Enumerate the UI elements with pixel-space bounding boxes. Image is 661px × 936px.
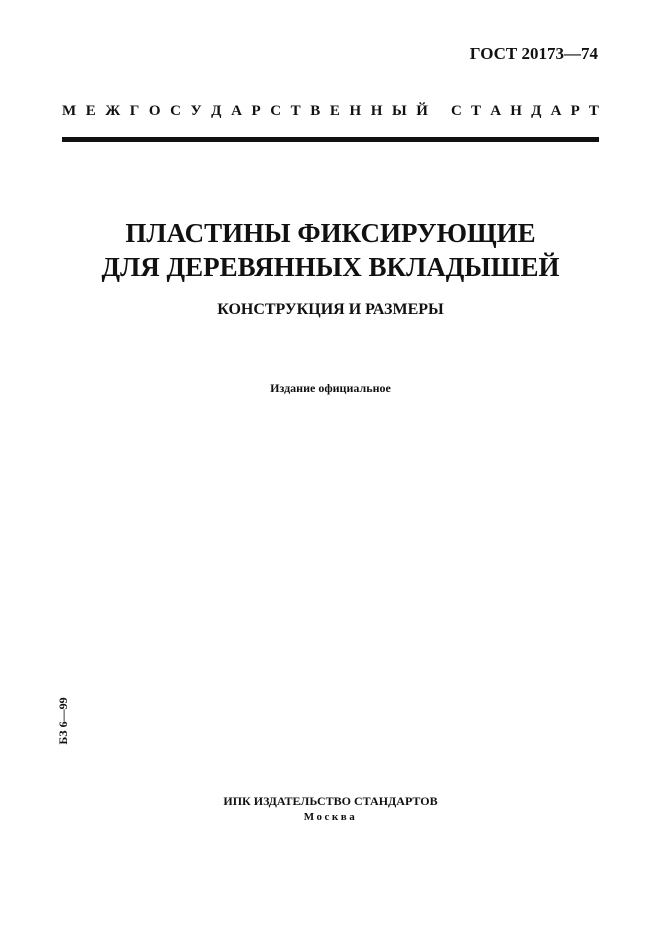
edition-note: Издание официальное [270,381,391,395]
header-rule [62,137,599,142]
side-note: БЗ 6—99 [56,697,70,745]
banner-word-interstate [62,103,428,120]
banner-letter: Р [570,103,580,119]
banner-letter: Т [290,103,301,119]
banner-letter: А [550,103,562,119]
banner-letter: Й [416,103,428,119]
publisher-city: Москва [303,811,358,823]
banner-letter: У [190,103,202,119]
publisher-name: ИПК ИЗДАТЕЛЬСТВО СТАНДАРТОВ [223,794,438,808]
banner-letter: Н [370,103,383,119]
standard-code: ГОСТ 20173—74 [469,44,598,63]
banner-letter: В [310,103,321,119]
banner-letter: С [451,103,462,119]
document-subtitle: КОНСТРУКЦИЯ И РАЗМЕРЫ [217,301,444,318]
banner-letter: Т [588,103,599,119]
title-line-1: ПЛАСТИНЫ ФИКСИРУЮЩИЕ [125,218,536,248]
banner-letter: О [148,103,161,119]
banner-letter: Д [211,103,222,119]
banner-letter: Н [510,103,522,119]
banner-letter: Ы [391,103,407,119]
banner-letter: А [231,103,242,119]
banner-letter: Е [85,103,96,119]
document-title [0,216,661,284]
banner-letter: Ж [105,103,121,119]
banner-letter: Г [129,103,140,119]
banner-letter: С [270,103,282,119]
banner-letter: Т [471,103,482,119]
banner-letter: Р [251,103,261,119]
banner-word-standard [451,103,599,120]
banner-letter: М [62,103,77,119]
banner-letter: А [490,103,502,119]
banner-letter: Д [531,103,542,119]
banner-letter: С [170,103,181,119]
interstate-standard-banner [62,103,599,120]
banner-letter: Е [329,103,340,119]
title-line-2: ДЛЯ ДЕРЕВЯННЫХ ВКЛАДЫШЕЙ [101,252,560,282]
banner-letter: Н [349,103,362,119]
